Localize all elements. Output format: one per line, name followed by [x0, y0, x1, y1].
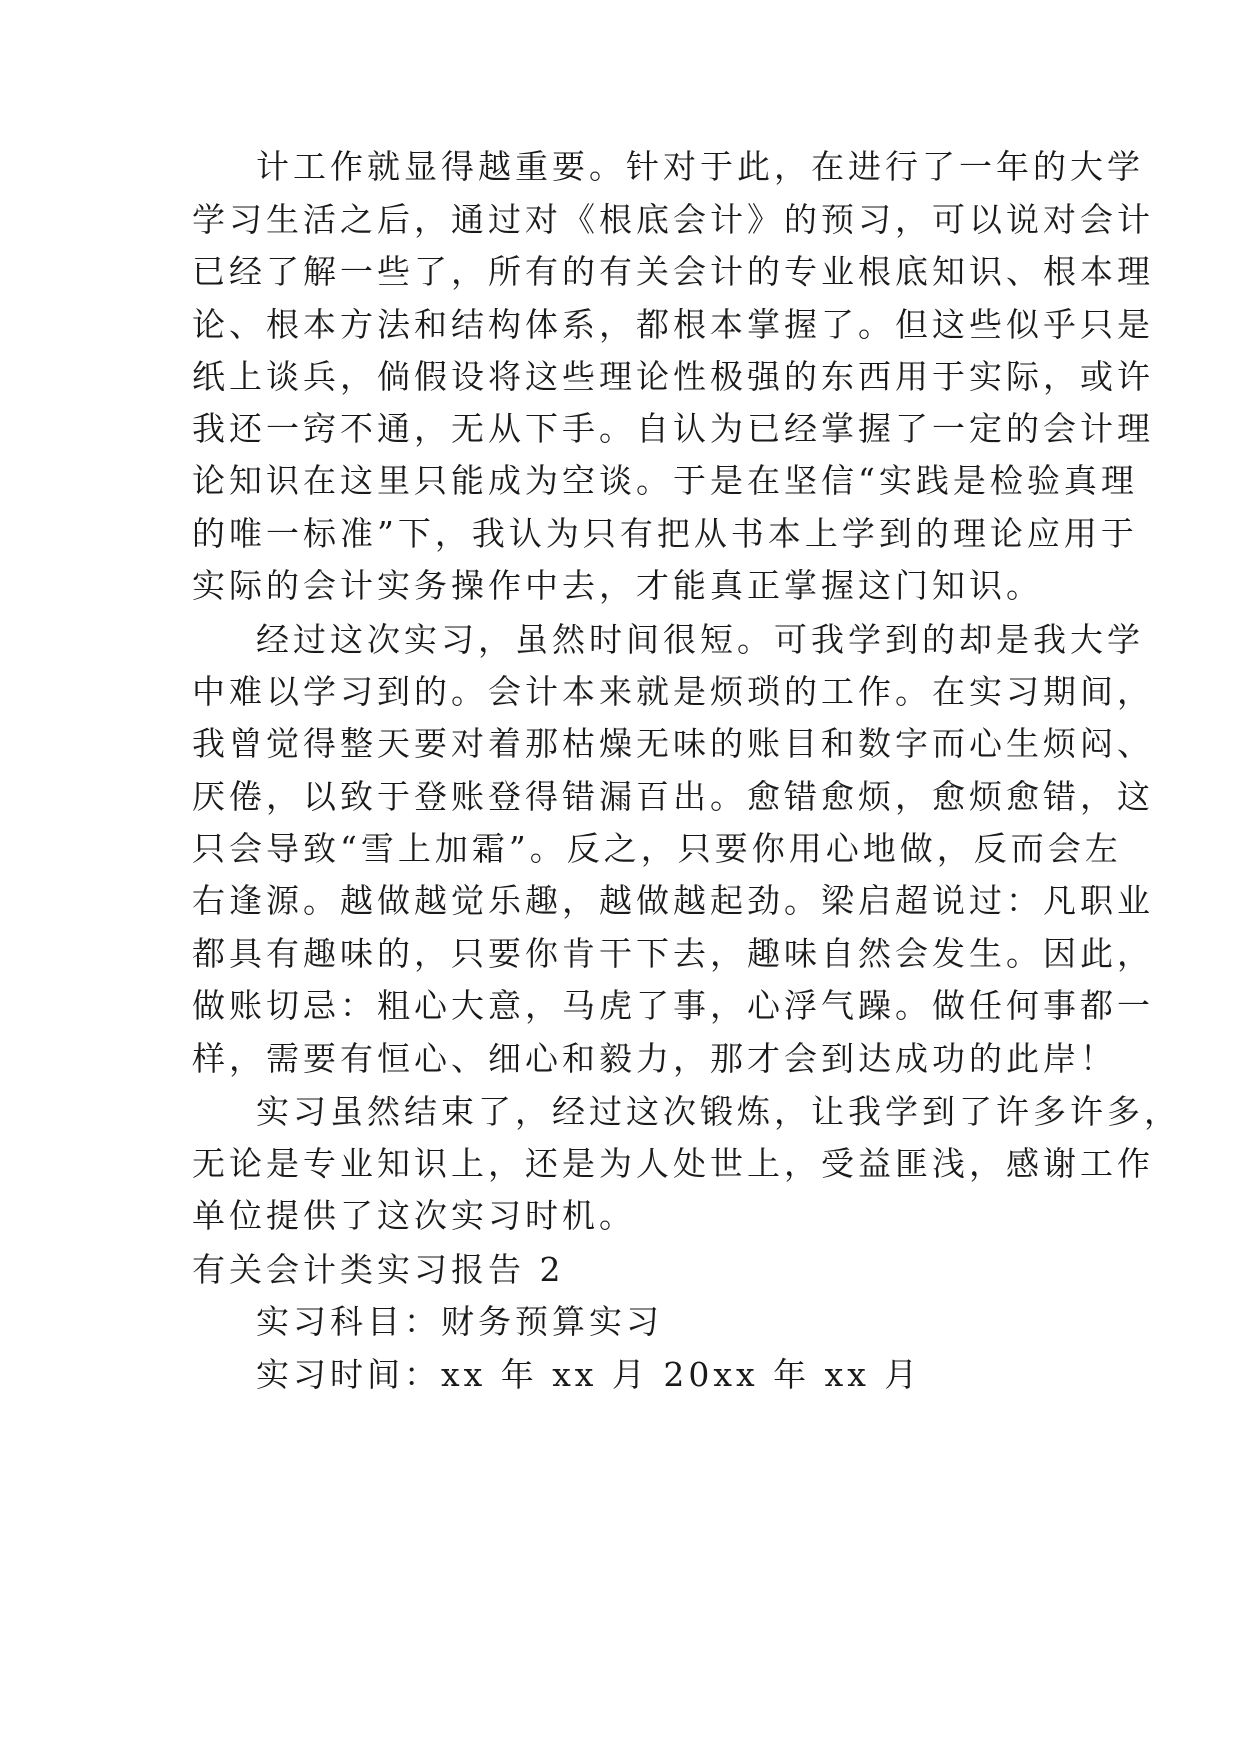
- paragraph-2-line-7: 都具有趣味的，只要你肯干下去，趣味自然会发生。因此，: [192, 934, 1154, 973]
- paragraph-2-line-4: 厌倦，以致于登账登得错漏百出。愈错愈烦，愈烦愈错，这: [192, 777, 1154, 816]
- paragraph-1-line-4: 论、根本方法和结构体系，都根本掌握了。但这些似乎只是: [192, 305, 1154, 344]
- time-line: 实习时间：xx 年 xx 月 20xx 年 xx 月: [256, 1355, 922, 1394]
- paragraph-3-line-2: 无论是专业知识上，还是为人处世上，受益匪浅，感谢工作: [192, 1144, 1154, 1183]
- paragraph-3-line-3: 单位提供了这次实习时机。: [192, 1196, 636, 1235]
- paragraph-2-line-8: 做账切忌：粗心大意，马虎了事，心浮气躁。做任何事都一: [192, 986, 1154, 1025]
- paragraph-2-line-5: 只会导致“雪上加霜”。反之，只要你用心地做，反而会左: [192, 829, 1122, 868]
- paragraph-1-line-7: 论知识在这里只能成为空谈。于是在坚信“实践是检验真理: [192, 461, 1138, 500]
- paragraph-1-line-3: 已经了解一些了，所有的有关会计的专业根底知识、根本理: [192, 252, 1154, 291]
- subject-line: 实习科目：财务预算实习: [256, 1302, 663, 1341]
- paragraph-1-line-2: 学习生活之后，通过对《根底会计》的预习，可以说对会计: [192, 200, 1154, 239]
- paragraph-1-line-1: 计工作就显得越重要。针对于此，在进行了一年的大学: [256, 147, 1144, 186]
- paragraph-3-line-1: 实习虽然结束了，经过这次锻炼，让我学到了许多许多，: [256, 1092, 1181, 1131]
- paragraph-2-line-3: 我曾觉得整天要对着那枯燥无味的账目和数字而心生烦闷、: [192, 724, 1154, 763]
- paragraph-1-line-6: 我还一窍不通，无从下手。自认为已经掌握了一定的会计理: [192, 409, 1154, 448]
- paragraph-1-line-8: 的唯一标准”下，我认为只有把从书本上学到的理论应用于: [192, 514, 1138, 553]
- paragraph-2-line-9: 样，需要有恒心、细心和毅力，那才会到达成功的此岸！: [192, 1039, 1117, 1078]
- section-title: 有关会计类实习报告 2: [192, 1250, 565, 1289]
- paragraph-1-line-9: 实际的会计实务操作中去，才能真正掌握这门知识。: [192, 566, 1043, 605]
- paragraph-2-line-6: 右逢源。越做越觉乐趣，越做越起劲。梁启超说过：凡职业: [192, 881, 1154, 920]
- paragraph-2-line-1: 经过这次实习，虽然时间很短。可我学到的却是我大学: [256, 620, 1144, 659]
- paragraph-1-line-5: 纸上谈兵，倘假设将这些理论性极强的东西用于实际，或许: [192, 357, 1154, 396]
- paragraph-2-line-2: 中难以学习到的。会计本来就是烦琐的工作。在实习期间，: [192, 672, 1154, 711]
